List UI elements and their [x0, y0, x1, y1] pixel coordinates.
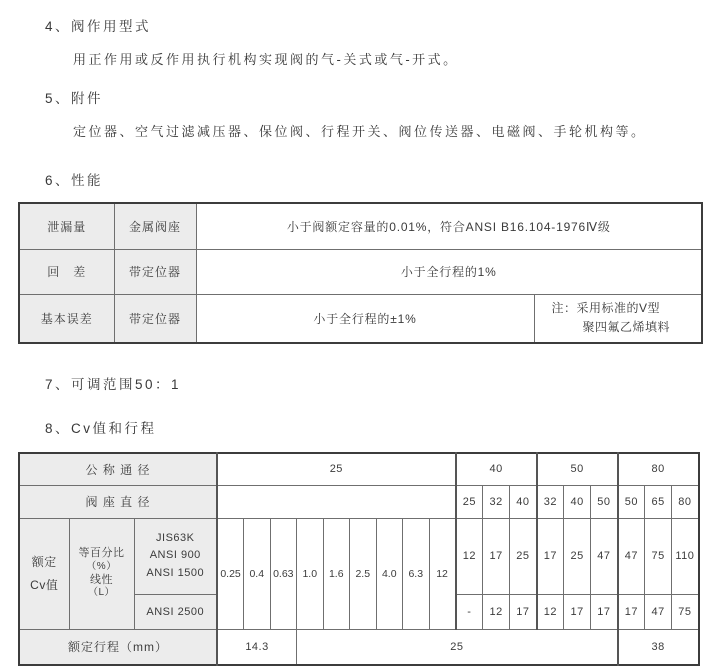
- section-4-title: 4、阀作用型式: [45, 19, 152, 34]
- pressure-rating-2-label: ANSI 2500: [134, 594, 217, 629]
- perf-row-value: 小于阀额定容量的0.01%，符合ANSI B16.104-1976Ⅳ级: [196, 203, 702, 249]
- perf-row-value: 小于全行程的1%: [196, 249, 702, 294]
- perf-row-condition: 带定位器: [114, 249, 196, 294]
- char-line: （%）: [86, 561, 117, 572]
- nominal-diameter-label: 公 称 通 径: [19, 453, 217, 485]
- stroke-value: 25: [297, 629, 618, 665]
- cv-value: 17: [510, 594, 537, 629]
- performance-table: [18, 202, 703, 344]
- rated-cv-line1: 额定: [31, 554, 57, 569]
- rating-line: JIS63K: [156, 532, 195, 545]
- rated-stroke-label: 额定行程（mm）: [19, 629, 217, 665]
- packing-note-line1: 注：采用标准的V型: [551, 301, 661, 316]
- table-row: [19, 453, 699, 485]
- cv-value: -: [456, 594, 483, 629]
- dn-40-cell: 40: [456, 453, 537, 485]
- dn-80-cell: 80: [618, 453, 699, 485]
- perf-row-condition: 带定位器: [114, 294, 196, 343]
- perf-row-condition: 金属阀座: [114, 203, 196, 249]
- cv-value: 12: [483, 594, 510, 629]
- seat-value: 40: [510, 485, 537, 518]
- seat-value: 25: [456, 485, 483, 518]
- stroke-value: 14.3: [217, 629, 297, 665]
- cv-value: 17: [618, 594, 645, 629]
- cv-value: 0.4: [244, 518, 271, 629]
- char-line: 线性: [90, 573, 113, 586]
- seat-value: 65: [645, 485, 672, 518]
- section-8-title: 8、Cv值和行程: [45, 421, 157, 436]
- table-row: [19, 294, 702, 343]
- cv-value: 4.0: [376, 518, 403, 629]
- cv-value: 75: [645, 518, 672, 594]
- cv-value: 17: [537, 518, 564, 594]
- section-4-body: 用正作用或反作用执行机构实现阀的气-关式或气-开式。: [73, 52, 459, 67]
- cv-value: 47: [618, 518, 645, 594]
- cv-value: 25: [510, 518, 537, 594]
- rated-cv-label: [19, 518, 69, 629]
- cv-value: 1.6: [323, 518, 350, 629]
- seat-diameter-label: 阀 座 直 径: [19, 485, 217, 518]
- cv-value: 17: [483, 518, 510, 594]
- cv-value: 110: [672, 518, 699, 594]
- section-7-title: 7、可调范围50：1: [45, 377, 182, 392]
- cv-value: 0.63: [270, 518, 297, 629]
- seat-value: 80: [672, 485, 699, 518]
- seat-value: 40: [564, 485, 591, 518]
- section-5-body: 定位器、空气过滤减压器、保位阀、行程开关、阀位传送器、电磁阀、手轮机构等。: [73, 124, 647, 139]
- section-6-title: 6、性能: [45, 173, 104, 188]
- cv-value: 12: [429, 518, 456, 629]
- perf-row-value: 小于全行程的±1%: [196, 294, 534, 343]
- cv-stroke-table: [18, 452, 700, 666]
- dn-25-cell: 25: [217, 453, 456, 485]
- perf-row-label: 泄漏量: [19, 203, 114, 249]
- packing-note: [534, 294, 702, 343]
- seat-value: 32: [537, 485, 564, 518]
- stroke-value: 38: [618, 629, 699, 665]
- cv-value: 25: [564, 518, 591, 594]
- cv-value: 47: [591, 518, 618, 594]
- seat-value: 50: [591, 485, 618, 518]
- cv-value: 17: [564, 594, 591, 629]
- cv-value: 47: [645, 594, 672, 629]
- table-row: [19, 485, 699, 518]
- document-page: [0, 15, 719, 653]
- cv-value: 0.25: [217, 518, 244, 629]
- rated-cv-line2: Cv值: [30, 577, 59, 592]
- cv-value: 6.3: [403, 518, 430, 629]
- seat-value: 32: [483, 485, 510, 518]
- cv-value: 1.0: [297, 518, 324, 629]
- packing-note-line2: 聚四氟乙烯填料: [582, 320, 671, 335]
- char-line: （L）: [87, 587, 116, 599]
- seat-value: 50: [618, 485, 645, 518]
- table-row: [19, 249, 702, 294]
- rating-line: ANSI 1500: [146, 566, 205, 579]
- pressure-rating-1-label: [134, 518, 217, 594]
- cv-value: 75: [672, 594, 699, 629]
- section-5-title: 5、附件: [45, 91, 104, 106]
- cv-value: 12: [537, 594, 564, 629]
- table-row: [19, 518, 699, 594]
- char-line: 等百分比: [78, 547, 125, 560]
- perf-row-label: 回 差: [19, 249, 114, 294]
- flow-characteristic-label: [69, 518, 134, 629]
- table-row: [19, 203, 702, 249]
- seat-empty-cell: [217, 485, 456, 518]
- table-row: [19, 629, 699, 665]
- dn-50-cell: 50: [537, 453, 618, 485]
- cv-value: 12: [456, 518, 483, 594]
- cv-value: 17: [591, 594, 618, 629]
- perf-row-label: 基本误差: [19, 294, 114, 343]
- cv-value: 2.5: [350, 518, 377, 629]
- rating-line: ANSI 900: [149, 549, 201, 562]
